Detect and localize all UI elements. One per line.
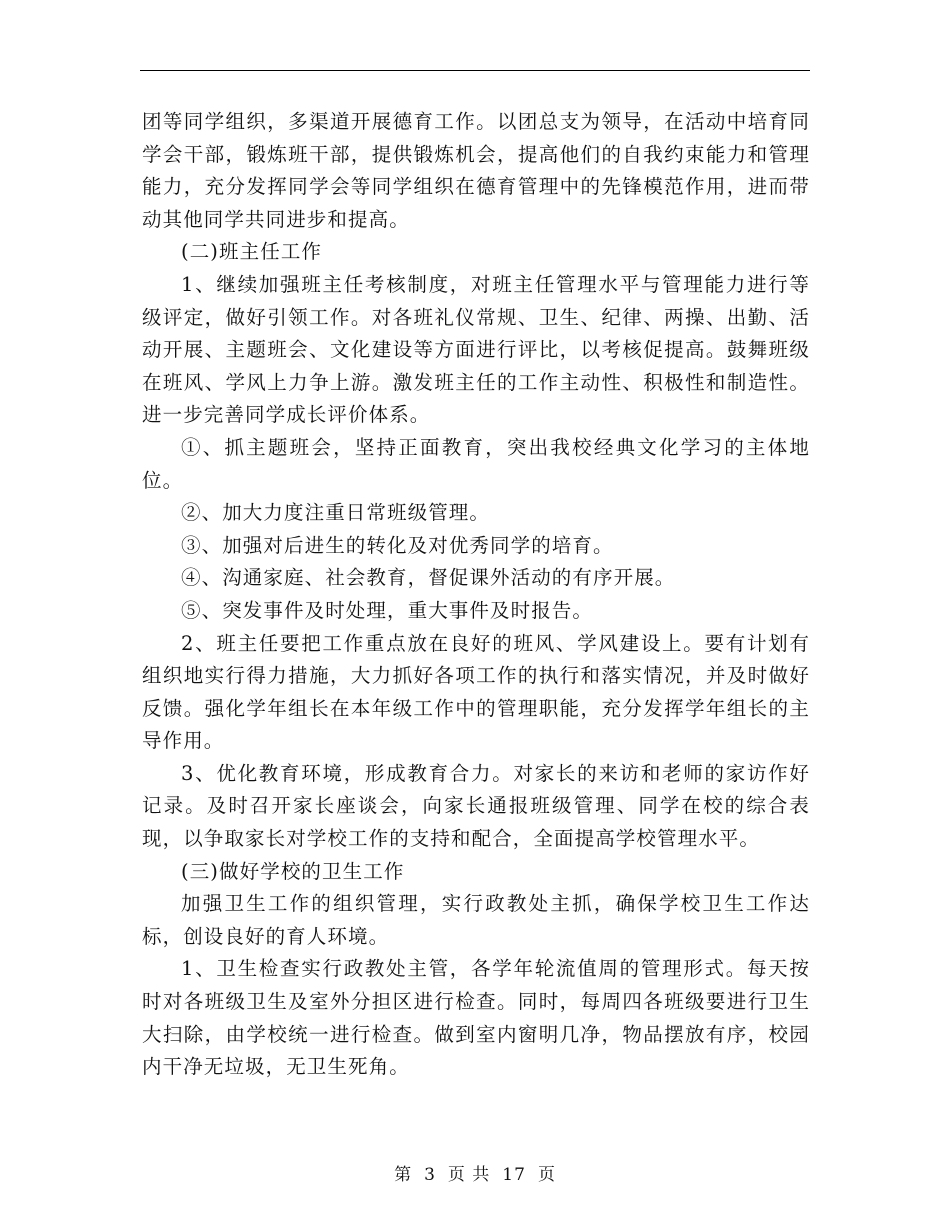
paragraph: ④、沟通家庭、社会教育，督促课外活动的有序开展。 [181, 566, 676, 590]
footer-page-number: 3 [424, 1165, 436, 1185]
footer-suffix: 页 [537, 1165, 556, 1185]
paragraph: 3、优化教育环境，形成教育合力。对家长的来访和老师的家访作好记录。及时召开家长座谈会，向家长通报班级管理、同学在校的综合表现，以争取家长对学校工作的支持和配合，全面提高学校管理水平。 [142, 761, 810, 851]
header-rule [140, 70, 810, 71]
paragraph: ⑤、突发事件及时处理，重大事件及时报告。 [181, 598, 594, 622]
footer-total-pages: 17 [502, 1165, 526, 1185]
document-body [142, 106, 810, 1084]
page-footer [0, 1160, 950, 1185]
paragraph: 团等同学组织，多渠道开展德育工作。以团总支为领导，在活动中培育同学会干部，锻炼班干部，提供锻炼机会，提高他们的自我约束能力和管理能力，充分发挥同学会等同学组织在德育管理中的先锋模范作用，进而带动其他同学共同进步和提高。 [142, 110, 810, 231]
paragraph: ①、抓主题班会，坚持正面教育，突出我校经典文化学习的主体地位。 [142, 435, 810, 492]
footer-middle: 页 共 [447, 1165, 491, 1185]
paragraph: 2、班主任要把工作重点放在良好的班风、学风建设上。要有计划有组织地实行得力措施，大力抓好各项工作的执行和落实情况，并及时做好反馈。强化学年组长在本年级工作中的管理职能，充分发挥学年组长的主导作用。 [142, 631, 810, 753]
paragraph: (三)做好学校的卫生工作 [181, 859, 405, 883]
paragraph: 1、卫生检查实行政教处主管，各学年轮流值周的管理形式。每天按时对各班级卫生及室外分担区进行检查。同时，每周四各班级要进行卫生大扫除，由学校统一进行检查。做到室内窗明几净，物品摆放有序，校园内干净无垃圾，无卫生死角。 [142, 957, 810, 1079]
paragraph: 1、继续加强班主任考核制度，对班主任管理水平与管理能力进行等级评定，做好引领工作。对各班礼仪常规、卫生、纪律、两操、出勤、活动开展、主题班会、文化建设等方面进行评比，以考核促提高。鼓舞班级在班风、学风上力争上游。激发班主任的工作主动性、积极性和制造性。进一步完善同学成长评价体系。 [142, 272, 810, 427]
footer-prefix: 第 [394, 1165, 413, 1185]
paragraph: ②、加大力度注重日常班级管理。 [181, 501, 491, 525]
paragraph: (二)班主任工作 [181, 240, 323, 264]
paragraph: ③、加强对后进生的转化及对优秀同学的培育。 [181, 533, 614, 557]
paragraph: 加强卫生工作的组织管理，实行政教处主抓，确保学校卫生工作达标，创设良好的育人环境。 [142, 892, 810, 948]
